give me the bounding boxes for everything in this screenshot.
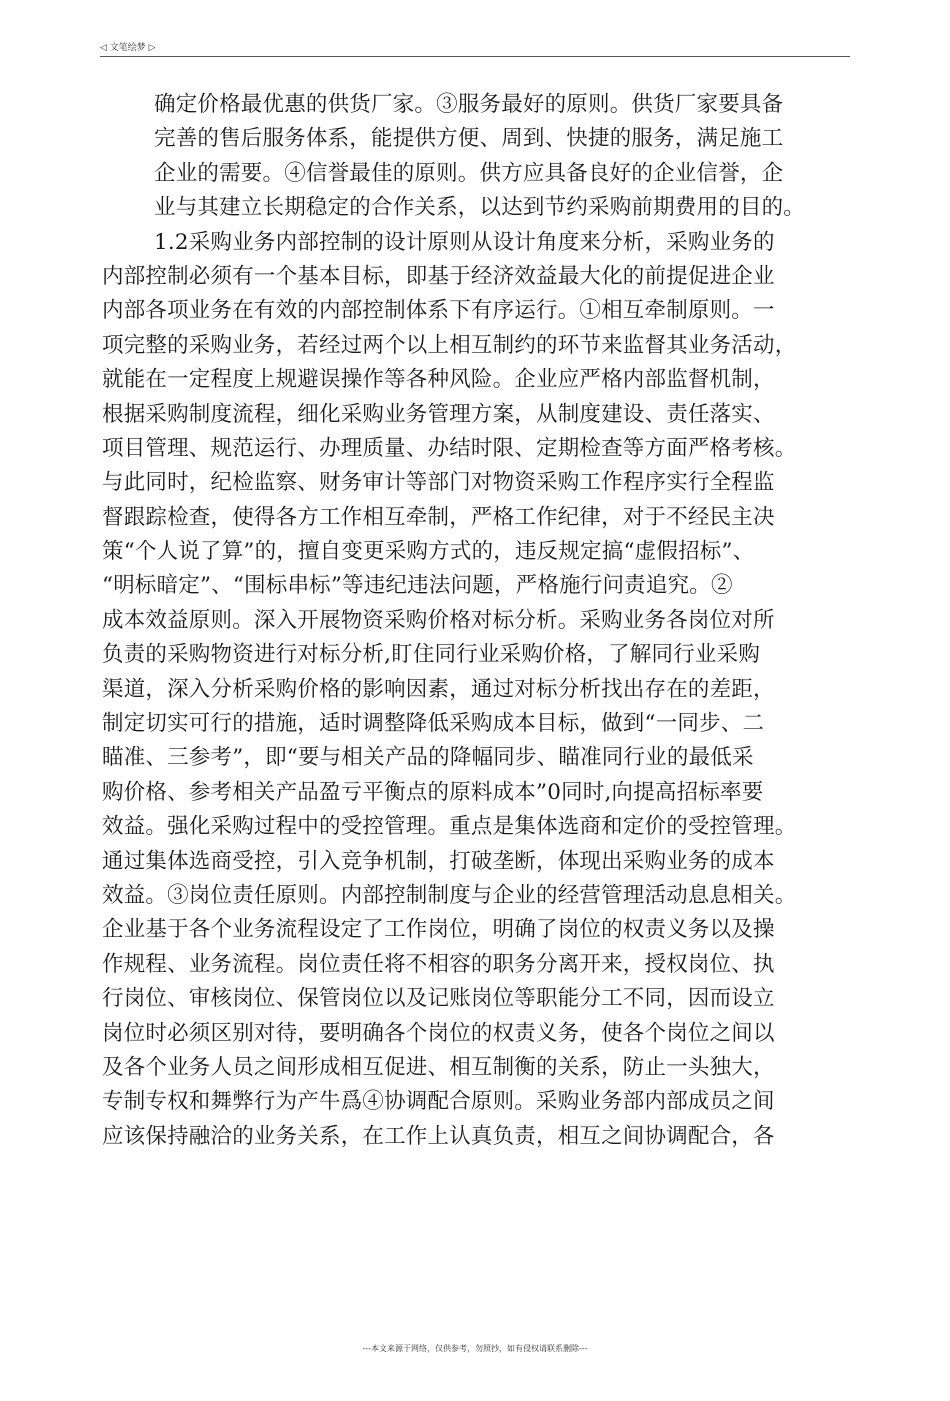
header-label: ◁ 文笔绘梦 ▷ bbox=[100, 43, 156, 53]
text-line: 效益。强化采购过程中的受控管理。重点是集体选商和定价的受控管理。 bbox=[102, 814, 797, 840]
text-line: 渠道，深入分析采购价格的影响因素，通过对标分析找出存在的差距， bbox=[102, 676, 775, 702]
text-line: “明标暗定”、“围标串标”等违纪违法问题，严格施行问责追究。② bbox=[102, 573, 733, 599]
text-line: 负责的采购物资进行对标分析,盯住同行业采购价格，了解同行业采购 bbox=[102, 642, 761, 668]
text-line: 及各个业务人员之间形成相互促进、相互制衡的关系，防止一头独大， bbox=[102, 1054, 775, 1080]
text-line: 内部控制必须有一个基本目标，即基于经济效益最大化的前提促进企业 bbox=[102, 263, 775, 289]
text-line: 项完整的采购业务，若经过两个以上相互制约的环节来监督其业务活动， bbox=[102, 332, 797, 358]
text-line: 制定切实可行的措施，适时调整降低采购成本目标，做到“一同步、二 bbox=[102, 711, 765, 737]
text-line: 就能在一定程度上规避误操作等各种风险。企业应严格内部监督机制， bbox=[102, 367, 775, 393]
text-line: 企业的需要。④信誉最佳的原则。供方应具备良好的企业信誉，企 bbox=[154, 160, 784, 186]
text-line: 完善的售后服务体系，能提供方便、周到、快捷的服务，满足施工 bbox=[154, 126, 784, 152]
text-line: 通过集体选商受控，引入竞争机制，打破垄断，体现出采购业务的成本 bbox=[102, 848, 775, 874]
text-line: 内部各项业务在有效的内部控制体系下有序运行。①相互牵制原则。一 bbox=[102, 298, 775, 324]
text-line: 确定价格最优惠的供货厂家。③服务最好的原则。供货厂家要具备 bbox=[154, 92, 784, 117]
text-line: 业与其建立长期稳定的合作关系，以达到节约采购前期费用的目的。 bbox=[154, 195, 806, 221]
text-line: 根据采购制度流程，细化采购业务管理方案，从制度建设、责任落实、 bbox=[102, 401, 775, 427]
text-line: 行岗位、审核岗位、保管岗位以及记账岗位等职能分工不同，因而设立 bbox=[102, 986, 775, 1012]
text-line: 岗位时必须区别对待，要明确各个岗位的权责义务，使各个岗位之间以 bbox=[102, 1020, 775, 1046]
page-header bbox=[100, 38, 850, 58]
text-line: 项目管理、规范运行、办理质量、办结时限、定期检查等方面严格考核。 bbox=[102, 435, 797, 461]
page-footer: ---本文来源于网络，仅供参考，勿照抄，如有侵权请联系删除--- bbox=[362, 1344, 588, 1353]
document-body bbox=[102, 88, 850, 1154]
text-line: 与此同时，纪检监察、财务审计等部门对物资采购工作程序实行全程监 bbox=[102, 470, 775, 496]
text-line: 企业基于各个业务流程设定了工作岗位，明确了岗位的权责义务以及操 bbox=[102, 917, 775, 943]
text-line: 专制专权和舞弊行为产牛爲④协调配合原则。采购业务部内部成员之间 bbox=[102, 1089, 775, 1115]
text-line: 效益。③岗位责任原则。内部控制制度与企业的经营管理活动息息相关。 bbox=[102, 882, 797, 908]
text-line: 策“个人说了算”的，擅自变更采购方式的，违反规定搞“虚假招标”、 bbox=[102, 539, 755, 565]
text-line: 瞄准、三参考”，即“要与相关产品的降幅同步、瞄准同行业的最低采 bbox=[102, 745, 754, 771]
text-line: 1.2采购业务内部控制的设计原则从设计角度来分析，采购业务的 bbox=[154, 229, 775, 255]
text-line: 成本效益原则。深入开展物资采购价格对标分析。采购业务各岗位对所 bbox=[102, 607, 775, 633]
text-line: 作规程、业务流程。岗位责任将不相容的职务分离开来，授权岗位、执 bbox=[102, 951, 775, 977]
text-line: 购价格、参考相关产品盈亏平衡点的原料成本”0同时,向提高招标率要 bbox=[102, 779, 764, 805]
text-line: 应该保持融洽的业务关系，在工作上认真负责，相互之间协调配合，各 bbox=[102, 1123, 775, 1149]
text-line: 督跟踪检查，使得各方工作相互牵制，严格工作纪律，对于不经民主决 bbox=[102, 504, 775, 530]
header-divider bbox=[100, 56, 850, 57]
